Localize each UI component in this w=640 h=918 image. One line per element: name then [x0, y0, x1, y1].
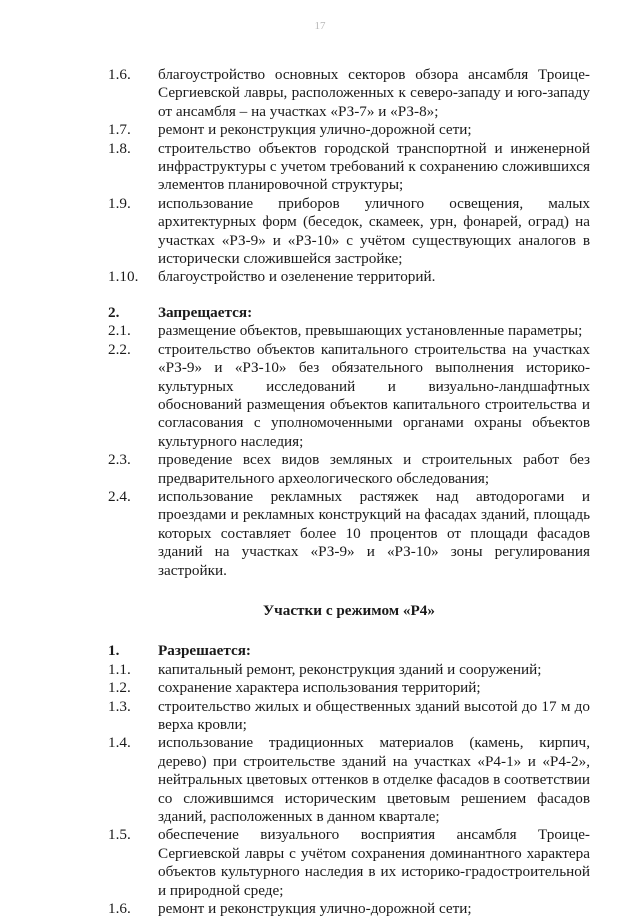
item-number: 1.3. [108, 697, 131, 715]
item-text: сохранение характера использования территорий; [158, 679, 481, 697]
list-item [108, 121, 590, 139]
item-number: 2.1. [108, 322, 131, 340]
item-number: 2.4. [108, 487, 131, 505]
item-text: проведение всех видов земляных и строительных работ без предварительного археологического обследования; [158, 451, 590, 487]
heading-text: Разрешается: [158, 642, 251, 660]
item-text: строительство объектов капитального строительства на участках «РЗ-9» и «РЗ-10» без обязательного выполнения историко-культурных исследований и визуально-ландшафтных обоснований размещения объектов капитального строительства и согласования с уполномоченными органами охраны объектов культурного наследия; [158, 340, 590, 450]
item-number: 1.6. [108, 900, 131, 918]
item-text: капитальный ремонт, реконструкция зданий и сооружений; [158, 660, 542, 678]
item-text: размещение объектов, превышающих установленные параметры; [158, 322, 583, 340]
section-permitted-continued [108, 66, 590, 287]
list-item [108, 322, 590, 340]
list-item [108, 195, 590, 269]
list-item [108, 140, 590, 195]
item-number: 1.5. [108, 826, 131, 844]
page-number: 17 [314, 20, 326, 32]
section-prohibited-heading [108, 304, 590, 322]
list-item [108, 826, 590, 900]
item-text: ремонт и реконструкция улично-дорожной сети; [158, 900, 472, 918]
item-text: строительство объектов городской транспортной и инженерной инфраструктуры с учетом требований к сохранению сложившихся элементов планировочной структуры; [158, 139, 590, 194]
document-body [108, 66, 590, 918]
item-number: 1.1. [108, 660, 131, 678]
section-permitted-r4 [108, 661, 590, 918]
item-text: благоустройство и озеленение территорий. [158, 268, 436, 286]
item-text: обеспечение визуального восприятия ансамбля Троице-Сергиевской лавры с учётом сохранения доминантного характера объектов культурного наследия в их историко-градостроительной и природной среде; [158, 826, 590, 899]
section-prohibited [108, 322, 590, 580]
list-item [108, 900, 590, 918]
heading-number: 2. [108, 303, 120, 321]
item-number: 1.8. [108, 139, 131, 157]
item-text: использование приборов уличного освещения, малых архитектурных форм (беседок, скамеек, урн, фонарей, оград) на участках «РЗ-9» и «РЗ-10» с учётом существующих аналогов в исторически сложившейся застройке; [158, 194, 590, 268]
list-item [108, 268, 590, 286]
list-item [108, 341, 590, 451]
item-number: 1.4. [108, 734, 131, 752]
item-number: 1.10. [108, 268, 139, 286]
list-item [108, 698, 590, 735]
item-number: 1.9. [108, 194, 131, 212]
list-item [108, 679, 590, 697]
list-item [108, 734, 590, 826]
item-text: использование традиционных материалов (камень, кирпич, дерево) при строительстве зданий на участках «Р4-1» и «Р4-2», нейтральных цветовых оттенков в отделке фасадов в соответствии со сложившимся историческим цветовым решением фасадов зданий, расположенных в данном квартале; [158, 734, 590, 826]
regime-heading: Участки с режимом «Р4» [263, 601, 435, 619]
item-number: 1.6. [108, 66, 131, 83]
item-text: строительство жилых и общественных зданий высотой до 17 м до верха кровли; [158, 697, 590, 733]
item-text: ремонт и реконструкция улично-дорожной сети; [158, 121, 472, 139]
list-item [108, 451, 590, 488]
item-text: благоустройство основных секторов обзора ансамбля Троице-Сергиевской лавры, расположенных к северо-западу и юго-западу от ансамбля – на участках «РЗ-7» и «РЗ-8»; [158, 66, 590, 120]
item-number: 1.7. [108, 121, 131, 139]
heading-number: 1. [108, 642, 120, 660]
heading-text: Запрещается: [158, 303, 253, 321]
item-number: 1.2. [108, 679, 131, 697]
section-permitted-heading [108, 642, 590, 660]
item-text: использование рекламных растяжек над автодорогами и проездами и рекламных конструкций на фасадах зданий, площадь которых составляет более 10 процентов от площади фасадов зданий на участках «РЗ-9» и «РЗ-10» зоны регулирования застройки. [158, 487, 590, 579]
list-item [108, 488, 590, 580]
item-number: 2.3. [108, 451, 131, 469]
list-item [108, 66, 590, 121]
list-item [108, 661, 590, 679]
item-number: 2.2. [108, 340, 131, 358]
